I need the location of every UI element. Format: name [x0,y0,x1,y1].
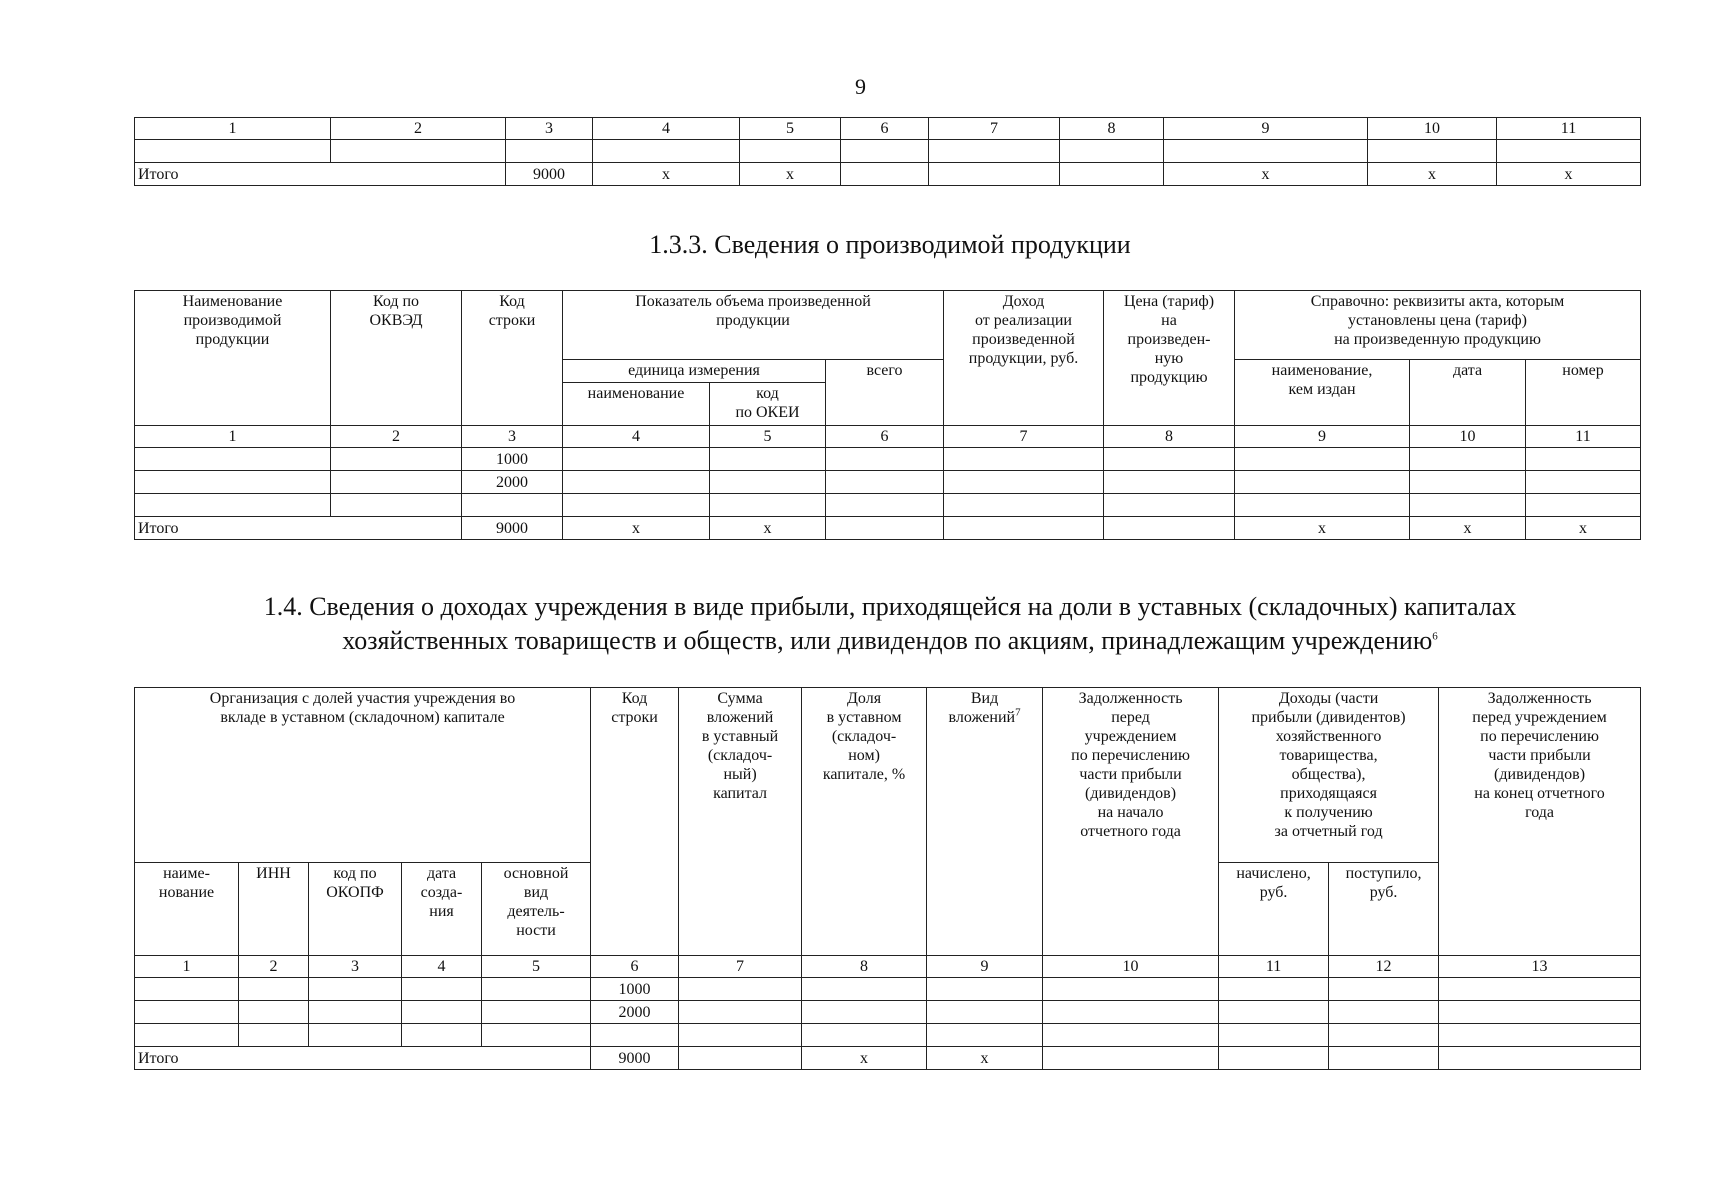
table-row [135,1001,1641,1024]
total-cell: x [1235,517,1410,540]
total-cell: x [1164,163,1368,186]
col-number: 1 [135,956,239,978]
col-number: 3 [506,118,593,140]
table-cell [929,140,1060,163]
section-title-line: 1.4. Сведения о доходах учреждения в виде прибыли, приходящейся на доли в уставных (складочных) капиталах [263,592,1517,621]
total-cell [1329,1047,1439,1070]
total-cell [929,163,1060,186]
table-row [135,471,1641,494]
column-number-row [135,118,1641,140]
col-number: 10 [1043,956,1219,978]
col-number: 13 [1439,956,1641,978]
header-inn: ИНН [239,863,309,956]
header-product-name: Наименование производимой продукции [135,291,331,426]
header-unit-name: наименование [563,383,710,426]
table-cell [135,140,331,163]
total-cell: x [740,163,841,186]
col-number: 11 [1526,426,1641,448]
table-row [135,1024,1641,1047]
total-cell [1043,1047,1219,1070]
col-number: 5 [710,426,826,448]
row-code: 2000 [462,471,563,494]
total-row [135,163,1641,186]
total-row [135,1047,1641,1070]
total-label: Итого [135,1047,591,1070]
col-number: 12 [1329,956,1439,978]
row-code [462,494,563,517]
header-activity: основной вид деятель- ности [482,863,591,956]
table-cell [593,140,740,163]
total-label: Итого [135,517,462,540]
table-cell [740,140,841,163]
row-code: 1000 [462,448,563,471]
header-received: поступило, руб. [1329,863,1439,956]
col-number: 4 [593,118,740,140]
footnote-mark: 6 [1432,630,1438,643]
col-number: 11 [1219,956,1329,978]
col-number: 8 [1060,118,1164,140]
total-cell [1104,517,1235,540]
header-organization: Организация с долей участия учреждения во вкладе в уставном (складочном) капитале [135,688,591,863]
header-volume: Показатель объема произведенной продукции [563,291,944,360]
total-cell [1060,163,1164,186]
footnote-mark: 7 [1015,706,1021,719]
column-number-row [135,426,1641,448]
header-debt-end: Задолженность перед учреждением по перечислению части прибыли (дивидендов) на конец отчетного года [1439,688,1641,956]
header-okved: Код по ОКВЭД [331,291,462,426]
col-number: 9 [1164,118,1368,140]
table-row [135,140,1641,163]
section-title-line: хозяйственных товариществ и обществ, или дивидендов по акциям, принадлежащим учреждению$^6$ [342,626,1438,655]
total-cell: x [1526,517,1641,540]
col-number: 1 [135,118,331,140]
total-cell [944,517,1104,540]
header-income: Доход от реализации произведенной продукции, руб. [944,291,1104,426]
row-code: 2000 [591,1001,679,1024]
header-unit-code: код по ОКЕИ [710,383,826,426]
table-cell [841,140,929,163]
table-cell [506,140,593,163]
col-number: 4 [563,426,710,448]
col-number: 6 [591,956,679,978]
total-cell [826,517,944,540]
header-okopf: код по ОКОПФ [309,863,402,956]
header-ref-date: дата [1410,360,1526,426]
col-number: 7 [929,118,1060,140]
total-code: 9000 [591,1047,679,1070]
col-number: 3 [462,426,563,448]
total-cell: x [563,517,710,540]
col-number: 8 [1104,426,1235,448]
header-org-name: наиме- нование [135,863,239,956]
continuation-table [134,117,1641,186]
header-row [135,688,1641,863]
header-unit: единица измерения [563,360,826,383]
total-code: 9000 [462,517,563,540]
total-cell [841,163,929,186]
total-cell [1219,1047,1329,1070]
col-number: 5 [740,118,841,140]
col-number: 1 [135,426,331,448]
table-cell [331,140,506,163]
total-cell: x [1497,163,1641,186]
total-cell: x [802,1047,927,1070]
total-label: Итого [135,163,506,186]
col-number: 4 [402,956,482,978]
col-number: 9 [927,956,1043,978]
col-number: 10 [1410,426,1526,448]
header-row-code: Код строки [591,688,679,956]
col-number: 9 [1235,426,1410,448]
page-number: 9 [855,74,866,99]
total-code: 9000 [506,163,593,186]
header-share: Доля в уставном (складоч- ном) капитале, % [802,688,927,956]
row-code [591,1024,679,1047]
header-income: Доходы (части прибыли (дивидентов) хозяйственного товарищества, общества), приходящаяся к получению за отчетный год [1219,688,1439,863]
header-investment-type: Вид вложений$^7$ [927,688,1043,956]
col-number: 2 [331,426,462,448]
header-created: дата созда- ния [402,863,482,956]
col-number: 2 [239,956,309,978]
total-cell: x [927,1047,1043,1070]
table-cell [1497,140,1641,163]
total-cell: x [710,517,826,540]
section-title-dividend-income [130,590,1650,658]
total-row [135,517,1641,540]
table-row [135,978,1641,1001]
total-cell [679,1047,802,1070]
col-number: 7 [679,956,802,978]
col-number: 5 [482,956,591,978]
header-row-code: Код строки [462,291,563,426]
produced-products-table [134,290,1641,540]
col-number: 10 [1368,118,1497,140]
dividend-income-table [134,687,1641,1070]
header-total: всего [826,360,944,426]
section-title-produced-products: 1.3.3. Сведения о производимой продукции [649,230,1131,259]
col-number: 6 [841,118,929,140]
table-row [135,448,1641,471]
header-price: Цена (тариф) на произведен- ную продукцию [1104,291,1235,426]
header-debt-start: Задолженность перед учреждением по перечислению части прибыли (дивидендов) на начало отчетного года [1043,688,1219,956]
col-number: 2 [331,118,506,140]
header-accrued: начислено, руб. [1219,863,1329,956]
total-cell [1439,1047,1641,1070]
header-row [135,291,1641,360]
table-row [135,494,1641,517]
total-cell: x [1410,517,1526,540]
total-cell: x [1368,163,1497,186]
row-code: 1000 [591,978,679,1001]
header-ref-number: номер [1526,360,1641,426]
header-investment-sum: Сумма вложений в уставный (складоч- ный) капитал [679,688,802,956]
col-number: 11 [1497,118,1641,140]
header-reference: Справочно: реквизиты акта, которым установлены цена (тариф) на произведенную продукцию [1235,291,1641,360]
col-number: 6 [826,426,944,448]
col-number: 8 [802,956,927,978]
col-number: 7 [944,426,1104,448]
table-cell [1368,140,1497,163]
col-number: 3 [309,956,402,978]
column-number-row [135,956,1641,978]
total-cell: x [593,163,740,186]
header-ref-name: наименование, кем издан [1235,360,1410,426]
table-cell [1060,140,1164,163]
table-cell [1164,140,1368,163]
